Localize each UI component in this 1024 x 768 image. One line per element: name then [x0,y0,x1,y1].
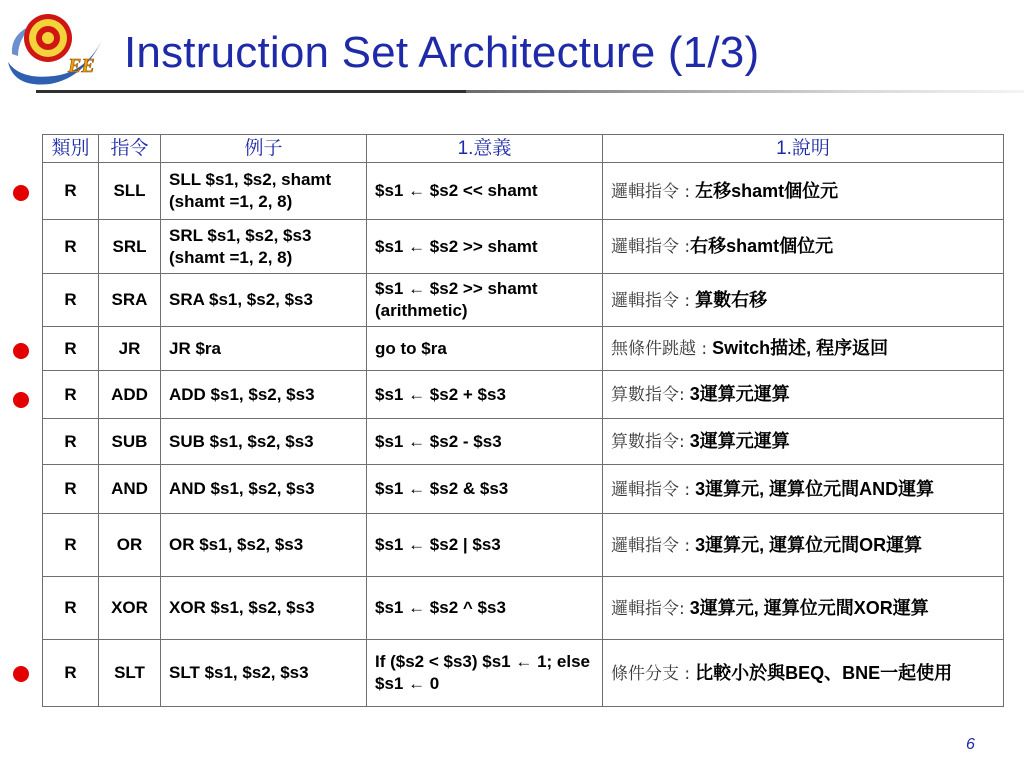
cell-instruction: AND [99,465,161,514]
svg-text:EE: EE [68,55,95,77]
description-detail: 比較小於與BEQ、BNE一起使用 [690,662,953,683]
bullet-marker [13,392,29,408]
cell-type: R [43,419,99,465]
title-rule [36,90,466,93]
table-row [43,274,1004,327]
cell-meaning: $s1 ← $s2 << shamt [367,163,603,220]
page-number: 6 [966,736,975,753]
cell-type: R [43,163,99,220]
cell-type: R [43,514,99,577]
cell-example: SLT $s1, $s2, $s3 [161,640,367,707]
cell-instruction: SLT [99,640,161,707]
cell-meaning: If ($s2 < $s3) $s1 ← 1; else $s1 ← 0 [367,640,603,707]
cell-instruction: SUB [99,419,161,465]
cell-description [603,371,1004,419]
cell-description [603,514,1004,577]
header-example: 例子 [161,135,367,163]
cell-example: SUB $s1, $s2, $s3 [161,419,367,465]
cell-type: R [43,371,99,419]
description-category: 邏輯指令: [611,598,685,619]
table-row [43,327,1004,371]
cell-instruction: XOR [99,577,161,640]
cell-description [603,327,1004,371]
header-instruction: 指令 [99,135,161,163]
cell-example: JR $ra [161,327,367,371]
table-row [43,163,1004,220]
cell-example: ADD $s1, $s2, $s3 [161,371,367,419]
instruction-table [42,134,1004,707]
cell-meaning: go to $ra [367,327,603,371]
table-row [43,465,1004,514]
description-category: 邏輯指令 : [611,535,691,556]
table-row [43,419,1004,465]
cell-type: R [43,640,99,707]
cell-example: SRL $s1, $s2, $s3 (shamt =1, 2, 8) [161,220,367,274]
table-row [43,514,1004,577]
cell-description [603,640,1004,707]
description-category: 算數指令: [611,432,685,452]
cell-meaning: $s1 ← $s2 & $s3 [367,465,603,514]
cell-example: AND $s1, $s2, $s3 [161,465,367,514]
description-category: 邏輯指令 : [611,479,691,500]
table-header-row [43,135,1004,163]
cell-description [603,220,1004,274]
bullet-marker [13,343,29,359]
description-detail: 左移shamt個位元 [690,180,839,201]
cell-description [603,419,1004,465]
description-category: 算數指令: [611,385,685,405]
cell-type: R [43,465,99,514]
table-row [43,220,1004,274]
cell-description [603,163,1004,220]
cell-type: R [43,274,99,327]
cell-type: R [43,327,99,371]
cell-type: R [43,577,99,640]
cell-instruction: JR [99,327,161,371]
description-detail: 右移shamt個位元 [690,236,834,256]
description-detail: 3運算元運算 [684,431,790,451]
cell-example: SRA $s1, $s2, $s3 [161,274,367,327]
description-detail: 3運算元, 運算位元間OR運算 [690,534,923,555]
cell-meaning: $s1 ← $s2 | $s3 [367,514,603,577]
bullet-marker [13,666,29,682]
cell-instruction: SRL [99,220,161,274]
description-detail: 3運算元運算 [684,384,790,404]
description-detail: Switch描述, 程序返回 [707,338,889,358]
slide-title: Instruction Set Architecture (1/3) [124,28,760,77]
cell-example: XOR $s1, $s2, $s3 [161,577,367,640]
cell-instruction: OR [99,514,161,577]
cell-meaning: $s1 ← $s2 ^ $s3 [367,577,603,640]
description-category: 邏輯指令 : [611,181,691,202]
description-detail: 3運算元, 運算位元間XOR運算 [684,597,929,618]
description-detail: 算數右移 [690,289,768,310]
cell-meaning: $s1 ← $s2 - $s3 [367,419,603,465]
cell-description [603,577,1004,640]
cell-meaning: $s1 ← $s2 >> shamt [367,220,603,274]
cell-instruction: SLL [99,163,161,220]
description-category: 邏輯指令 : [611,237,691,257]
university-logo [4,4,104,92]
table-row [43,371,1004,419]
table-row [43,577,1004,640]
description-category: 邏輯指令 : [611,290,691,311]
table-row [43,640,1004,707]
header-category: 類別 [43,135,99,163]
header-meaning: 1.意義 [367,135,603,163]
description-detail: 3運算元, 運算位元間AND運算 [690,478,935,499]
cell-description [603,274,1004,327]
cell-description [603,465,1004,514]
bullet-marker [13,185,29,201]
description-category: 無條件跳越 : [611,339,708,359]
title-rule-fade [466,90,1024,93]
cell-example: SLL $s1, $s2, shamt (shamt =1, 2, 8) [161,163,367,220]
cell-type: R [43,220,99,274]
description-category: 條件分支 : [611,663,691,684]
cell-meaning: $s1 ← $s2 + $s3 [367,371,603,419]
cell-instruction: SRA [99,274,161,327]
cell-meaning: $s1 ← $s2 >> shamt (arithmetic) [367,274,603,327]
header-description: 1.說明 [603,135,1004,163]
cell-example: OR $s1, $s2, $s3 [161,514,367,577]
cell-instruction: ADD [99,371,161,419]
